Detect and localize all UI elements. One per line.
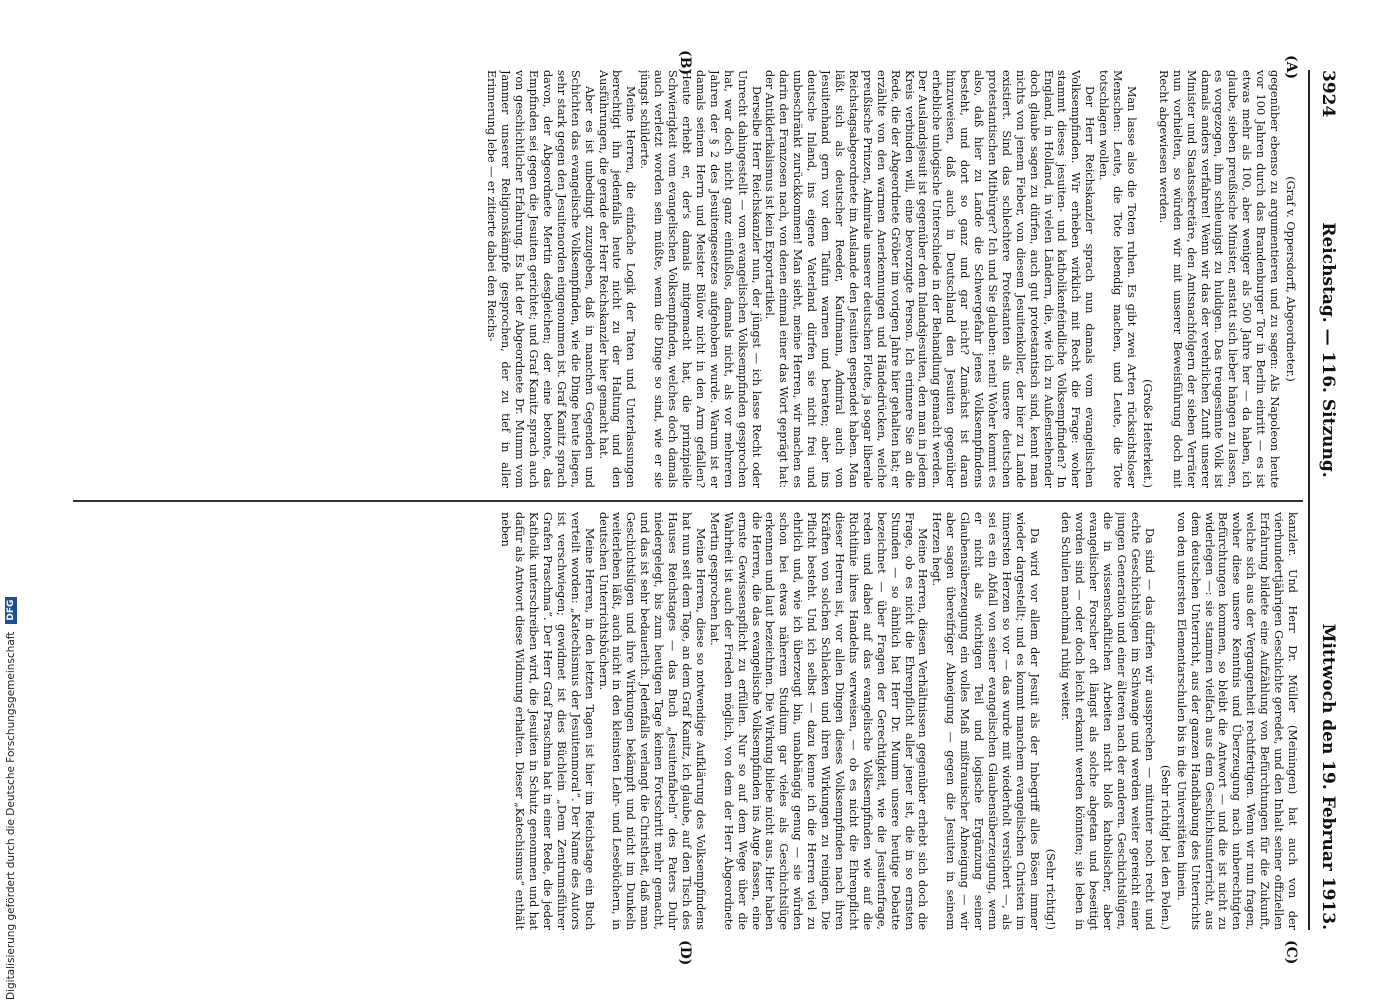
digitization-note [4, 0, 18, 1000]
speaker-line: (Graf v. Oppersdorff, Abgeordneter.) [1284, 176, 1297, 382]
paragraph: gegenüber ebenso zu argumentieren und zu sagen: Als Napoleon heute vor 100 Jahren durch das Brandenburger Tor in Berlin einritt — es ist etwas mehr als 100, aber weniger als 500 Jahre her — da haben, ich glaube, sieben preußische Minister, anstatt sich lieber hängen zu lassen, es vorgezogen, ihm schleunigst zu huldigen. Das treugesinnte Volk ist damals anders verfahren! Wenn wir das der verehrlichen Zunft unserer Minister und Staatssekretäre, den Amtsnachfolgern der sieben Verräter nun vorhielten, so würden wir mit unserer Beweisführung doch mit Recht abgewiesen werden. [1156, 70, 1282, 488]
column-divider [73, 500, 1303, 502]
paragraph: Meine Herren, diese so notwendige Aufklärung des Volksempfindens hat nun seit dem Tage, an dem Graf Kanitz, ich glaube, auf den Tisch des Hauses Reichstages — das Buch „Jesuitenfabeln“ des Paters Duhr niedergelegt, bis zum heutigen Tage keinen Fortschritt mehr gemacht, und das ist sehr bedauerlich. Jedenfalls verlangt die Christheit, daß man Geschichtslügen und ihre Wirkungen bekämpft und nicht im Dunkeln weiterleben läßt, auch nicht in den kleinsten Lehr- und Lesebüchern, in deutschen Unterrichtsbüchern. [596, 512, 707, 930]
digitization-text: Digitalisierung gefördert durch die Deutsche Forschungsgemeinschaft [5, 631, 17, 1000]
dfg-logo: DFG [5, 597, 17, 624]
interjection: (Sehr richtig!) [1043, 848, 1057, 930]
paragraph: Meine Herren, in den letzten Tagen ist hier im Reichstage ein Buch verteilt worden: „Katechismus der Jesuitenmoral“. Der Name des Autors ist verschwiegen; gewidmet ist dies Büchlein „Dem Zentrumsführer Grafen Praschma“. Der Herr Graf Praschma hat in einer Rede, die jeder Katholik unterschreiben wird, die Jesuiten in Schutz genommen und hat dafür als Antwort diese Widmung erhalten. Dieser „Katechismus“ enthält neben [499, 512, 596, 930]
paragraph: Man lasse also die Toten ruhen. Es gibt zwei Arten rücksichtsloser Menschen: Leute, die Tote lebendig machen, und Leute, die Tote totschlagen wollen. [1097, 70, 1139, 488]
paragraph: kanzler. Und Herr Dr. Müller (Meiningen) hat auch von der vierhundertjährigen Geschichte geredet, und den Inhalt seiner offiziellen Erfahrung bildete eine Aufzählung von Befürchtungen für die Zukunft, welche sich aus der Vergangenheit rechtfertigen. Wenn wir nun fragen, woher diese unsere Kenntnis und Überzeugung nach unberechtigten Befürchtungen kommen, so bleibt die Antwort — und die ist nicht zu widerlegen —: sie stammen vielfach aus dem Geschichtsunterricht, aus dem deutschen Unterricht, aus der ganzen Handhabung des Unterrichts von den untersten Elementarschulen bis in die Universitäten hinein. [1174, 512, 1299, 930]
right-column [79, 512, 1299, 930]
session-date: Mittwoch den 19. Februar 1913. [1318, 623, 1338, 930]
paragraph: Meine Herren, die einfache Logik der Taten und Unterlassungen berechtigt ihn jedenfalls heute nicht zu der Haltung und den Ausführungen, die gerade der Herr Reichskanzler hier gemacht hat. [596, 70, 638, 488]
paragraph: Da sind — das dürfen wir aussprechen — mitunter noch recht und echte Geschichtslügen im Schwange und werden weiter gereicht einer jungen Generation und einer älteren nach der anderen. Geschichtslügen, die in wissenschaftlichen Arbeiten nicht bloß katholischer, aber evangelischer Forscher oft längst als solche abgetan und beseitigt worden sind — oder doch leicht erkannt werden könnten; sie leben in den Schulen manchmal ruhig weiter. [1059, 512, 1156, 930]
paragraph: Aber es ist unbedingt zuzugeben, daß in manchen Gegenden und Schichten das evangelische Volksempfinden, wie die Dinge heute liegen, sehr stark gegen den Jesuitenorden eingenommen ist. Graf Kanitz sprach davon, der Abgeordnete Mertin desgleichen; der eine betonte, das Empfinden sei gegen die Jesuiten gerichtet; und Graf Kanitz sprach auch von geschichtlicher Erfahrung. Es hat der Abgeordnete Dr. Mumm vom Jammer unserer Religionskämpfe gesprochen, der zu tief in aller Erinnerung lebe — er zitierte dabei den Reichs- [485, 70, 596, 488]
paragraph: Derselbe Herr Reichskanzler nun, der jüngst — ich lasse Recht oder Unrecht dahingestellt — vom evangelischen Volksempfinden gesprochen hat, war doch nicht ganz einflußlos, damals nicht, als vor mehreren Jahren der § 2 des Jesuitengesetzes aufgehoben wurde. Warum ist er damals seinem Herrn und Meister Bülow nicht in den Arm gefallen? Heute erhebt er, der's damals mitgemacht hat, die prinzipielle Schwierigkeit vom evangelischen Volksempfinden, welches doch damals auch verletzt worden sein müßte, wenn die Dinge so sind, wie er sie jüngst schilderte. [638, 70, 763, 488]
margin-letter-c: (C) [1283, 940, 1299, 965]
margin-letter-a: (A) [1283, 55, 1299, 80]
paragraph: Der Herr Reichskanzler sprach nun damals vom evangelischen Volksempfinden. Wir erheben wirklich mit Recht die Frage: woher stammt dieses jesuiten- und katholikenfeindliche Volksempfinden? In England, in Holland, in vielen Ländern, die, wie ich zu Außenstehender doch glaube sagen zu dürfen, auch gut protestantisch sind, kennt man nichts von jenem Fieber, von diesem Jesuitenkoller, der hier zu Lande existiert. Sind das schlechtere Protestanten als unsere deutschen protestantischen Mitbürger? Ich und Sie glauben: nein! Woher kommt es also, daß hier zu Lande die Schwergefahr jenes Volksempfindens besteht, und dort so ganz und gar nicht? Zunächst ist daran hinzuweisen, daß auch in Deutschland den Jesuiten gegenüber erhebliche unlogische Unterschiede in der Behandlung gemacht werden. Der Auslandsjesuit ist gegenüber dem Inlandsjesuiten, den man in jedem Kreis verbinden will, eine bevorzugte Person. Ich erinnere Sie an die Rede, die der Abgeordnete Gröber im vorigen Jahre hier gehalten hat; er erzählte von den warmen Anerkennungen und Händedrücken, welche preußische Prinzen, Admirale unserer deutschen Flotte, ja sogar liberale Reichstagsabgeordnete im Auslande den Jesuiten gespendet haben. Man läßt sich als deutscher Reeder, Kaufmann, Admiral auch von Jesuitenhand gern vor dem Taifun warnen und beraten; aber ins deutsche Inland, ins eigene Vaterland dürfen sie nicht frei und unbeschränkt zurückkommen! Man sieht, meine Herren, wir machen es darin den Franzosen nach, von denen einmal einer das Wort geprägt hat: der Antiklerikalismus ist kein Exportartikel. [763, 70, 1097, 488]
page-header [1311, 70, 1345, 930]
paragraph: Meine Herren, diesen Verhältnissen gegenüber erhebt sich doch die Frage, ob es nicht die Ehrenpflicht aller jener ist, die in so ernsten Stunden — so ähnlich hat Herr Dr. Mumm unsere heutige Debatte bezeichnet — über Fragen der Gerechtigkeit, wie die Jesuitenfrage, reden und dabei auf das evangelische Volksempfinden wie auf die Richtlinie ihres Handelns verweisen, — ob es nicht die Ehrenpflicht dieser Herren ist, vor allen Dingen dieses Volksempfinden nach ihren Kräften von solchen Schlacken und ihren Wirkungen zu reinigen. Die Pflicht besteht. Und ich selbst — dazu kenne ich die Herren viel zu ehrlich und, wie ich überzeugt bin, unabhängig genug — sie würden schon bei etwas näherem Studium gar vieles als Geschichtslüge erkennen und laut bezeichnen. Die Wirkung bliebe nicht aus. Hier haben die Herren, die das evangelische Volksempfinden ins Auge fassen, eine ernste Gewissenspflicht zu erfüllen. Nur so auf dem Wege über die Wahrheit ist auch der Frieden möglich, von dem der Herr Abgeordnete Mertin gesprochen hat. [707, 512, 930, 930]
left-column [79, 70, 1299, 488]
session-title: Reichstag. — 116. Sitzung. [1318, 222, 1338, 478]
paragraph: Da wird vor allem der Jesuit als der Inbegriff alles Bösen immer wieder dargestellt; und es kommt manchem evangelischen Christen im innersten Herzen so vor — das wurde mit wiederholt versichert —, als sei es ein Abfall von seiner evangelischen Glaubensüberzeugung, wenn er nicht als wichtigen Teil und logische Ergänzung seiner Glaubensüberzeugung ein volles Maß mißtrauischer Abneigung — wir aber sagen übereifriger Abneigung — gegen die Jesuiten in seinem Herzen hegt. [930, 512, 1041, 930]
header-rule [1308, 70, 1310, 930]
page-number: 3924 [1318, 70, 1338, 118]
interjection: (Sehr richtig! bei den Polen.) [1158, 764, 1172, 930]
margin-letter-b: (B) [677, 50, 693, 76]
margin-letter-d: (D) [677, 940, 693, 966]
interjection: (Große Heiterkeit.) [1140, 379, 1154, 488]
